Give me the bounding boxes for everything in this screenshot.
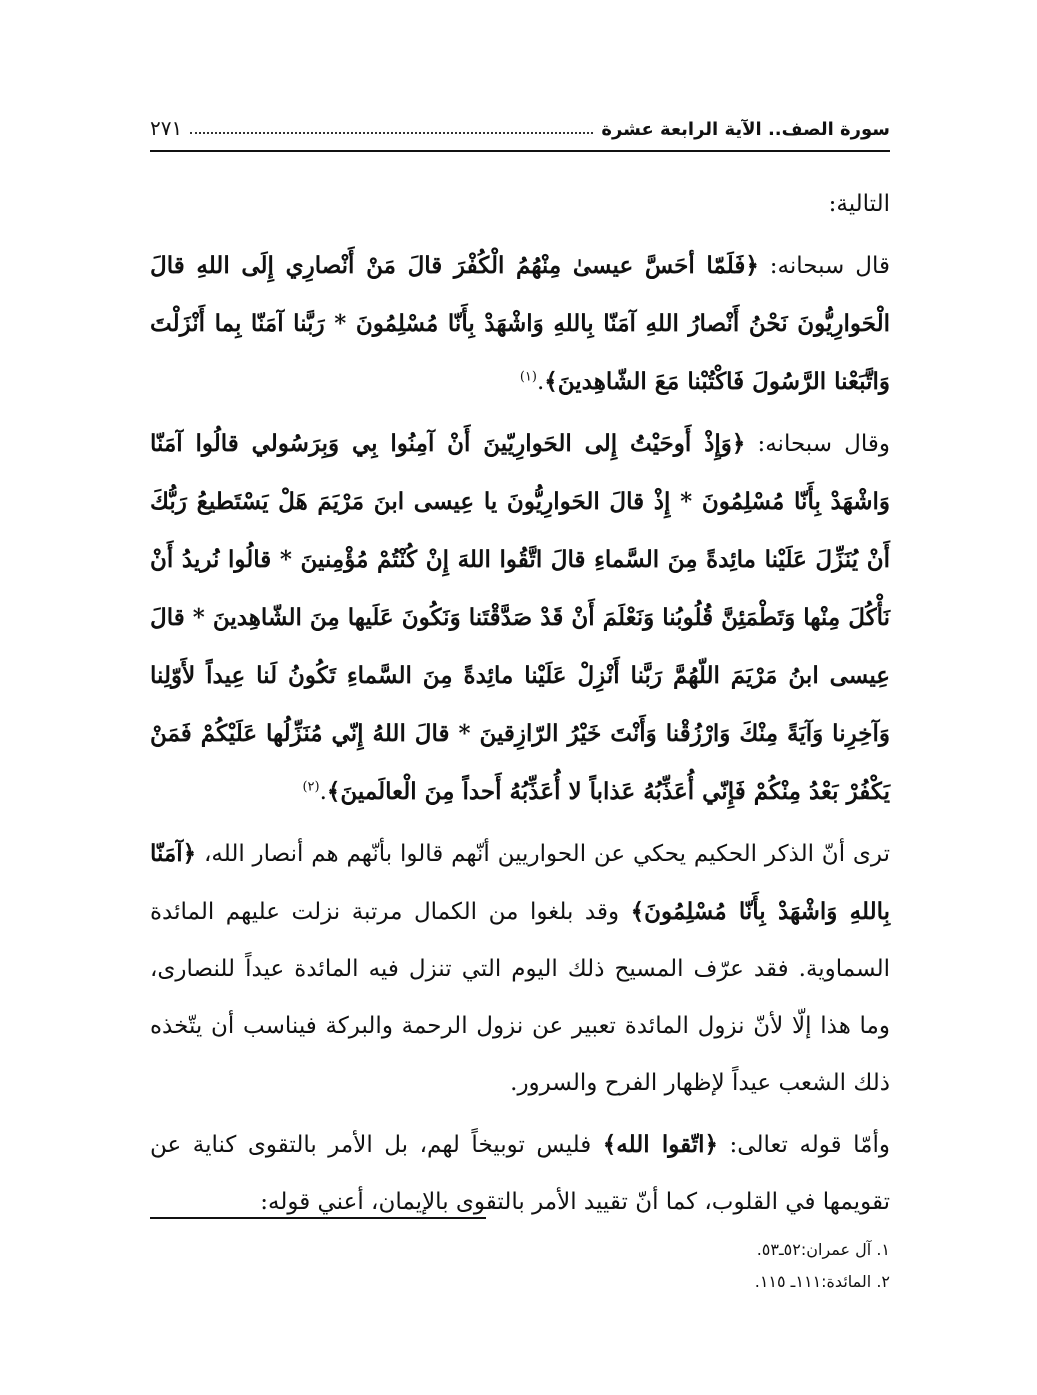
chapter-title: سورة الصف.. الآية الرابعة عشرة xyxy=(601,119,890,140)
paragraph xyxy=(150,1116,890,1231)
paragraph xyxy=(150,825,890,1112)
paragraph-text: . xyxy=(319,779,327,805)
quran-quote: اتّقوا الله xyxy=(616,1131,705,1158)
main-text xyxy=(150,176,890,1235)
paragraph-text: فليس توبيخاً لهم، بل الأمر بالتقوى كناية عن تقويمها في القلوب، كما أنّ تقييد الأمر بالتقوى بالإيمان، أعني قوله: xyxy=(150,1132,890,1215)
quran-bracket: ﴾ xyxy=(544,368,558,395)
footnote-ref: (١) xyxy=(519,369,537,385)
quran-bracket: ﴿ xyxy=(704,1131,719,1158)
paragraph-text: التالية: xyxy=(828,191,890,217)
paragraph xyxy=(150,415,890,821)
quran-bracket: ﴾ xyxy=(630,898,645,925)
paragraph-text: قال سبحانه: xyxy=(758,253,891,279)
quran-bracket: ﴿ xyxy=(731,430,746,457)
quran-bracket: ﴿ xyxy=(182,840,197,867)
page-number: ٢٧١ xyxy=(150,116,183,140)
footnote-rule xyxy=(150,1217,486,1219)
paragraph-text: وقد بلغوا من الكمال مرتبة نزلت عليهم المائدة السماوية. فقد عرّف المسيح ذلك اليوم التي تنزل فيه المائدة عيداً للنصارى، وما هذا إلّا لأنّ نزول المائدة تعبير عن نزول الرحمة والبركة فيناسب أن يتّخذه ذلك الشعب عيداً لإظهار الفرح والسرور. xyxy=(150,899,890,1096)
quran-bracket: ﴿ xyxy=(745,252,759,279)
footnotes xyxy=(150,1234,890,1298)
header-rule xyxy=(150,150,890,152)
header-leader-dots xyxy=(190,131,593,134)
footnote-2: ٢. المائدة:١١١ـ ١١٥. xyxy=(754,1272,890,1291)
footnote-1: ١. آل عمران:٥٢ـ٥٣. xyxy=(756,1240,890,1259)
paragraph-text: وأمّا قوله تعالى: xyxy=(718,1132,890,1158)
running-header xyxy=(150,100,890,140)
paragraph xyxy=(150,237,890,411)
footnote-ref: (٢) xyxy=(302,779,320,795)
paragraph-text: ترى أنّ الذكر الحكيم يحكي عن الحواريين أنّهم قالوا بأنّهم هم أنصار الله، xyxy=(196,841,890,867)
book-page xyxy=(150,0,890,1395)
paragraph xyxy=(150,176,890,233)
quran-bracket: ﴾ xyxy=(326,778,341,805)
quran-quote: فَلَمّا أحَسَّ عيسىٰ مِنْهُمُ الْكُفْرَ قالَ مَنْ أَنْصارِي إِلَى اللهِ قالَ الْحَوارِيُّونَ نَحْنُ أَنْصارُ اللهِ آمَنّا بِاللهِ وَاشْهَدْ بِأَنّا مُسْلِمُونَ * رَبَّنا آمَنّا بِما أَنْزَلْتَ وَاتَّبَعْنا الرَّسُولَ فَاكْتُبْنا مَعَ الشّاهِدينَ xyxy=(150,252,890,395)
quran-quote: آمَنّا بِاللهِ وَاشْهَدْ بِأَنّا مُسْلِمُونَ xyxy=(150,840,890,925)
paragraph-text: . xyxy=(536,369,545,395)
paragraph-text: وقال سبحانه: xyxy=(745,431,890,457)
quran-quote: وَإِذْ أَوحَيْتُ إِلى الحَوارِيّينَ أَنْ آمِنُوا بِي وَبِرَسُولي قالُوا آمَنّا وَاشْهَدْ بِأَنّا مُسْلِمُونَ * إِذْ قالَ الحَوارِيُّونَ يا عِيسى ابنَ مَرْيَمَ هَلْ يَسْتَطيعُ رَبُّكَ أَنْ يُنَزِّلَ عَلَيْنا مائِدةً مِنَ السَّماءِ قالَ اتَّقُوا اللهَ إِنْ كُنْتُمْ مُؤْمِنينَ * قالُوا نُريدُ أَنْ نَأْكُلَ مِنْها وَتَطْمَئِنَّ قُلُوبُنا وَنَعْلَمَ أَنْ قَدْ صَدَّقْتَنا وَنَكُونَ عَلَيها مِنَ الشّاهِدينَ * قالَ عِيسى ابنُ مَرْيَمَ اللّهُمَّ رَبَّنا أَنْزِلْ عَلَيْنا مائِدةً مِنَ السَّماءِ تَكُونُ لَنا عِيداً لأَوّلِنا وَآخِرِنا وَآيَةً مِنْكَ وَارْزُقْنا وَأَنْتَ خَيْرُ الرّازِقينَ * قالَ اللهُ إِنّي مُنَزِّلُها عَلَيْكُمْ فَمَنْ يَكْفُرْ بَعْدُ مِنْكُمْ فَإِنّي أُعَذِّبُهُ عَذاباً لا أُعَذِّبُهُ أَحداً مِنَ الْعالَمينَ xyxy=(150,430,890,805)
quran-bracket: ﴾ xyxy=(602,1131,617,1158)
